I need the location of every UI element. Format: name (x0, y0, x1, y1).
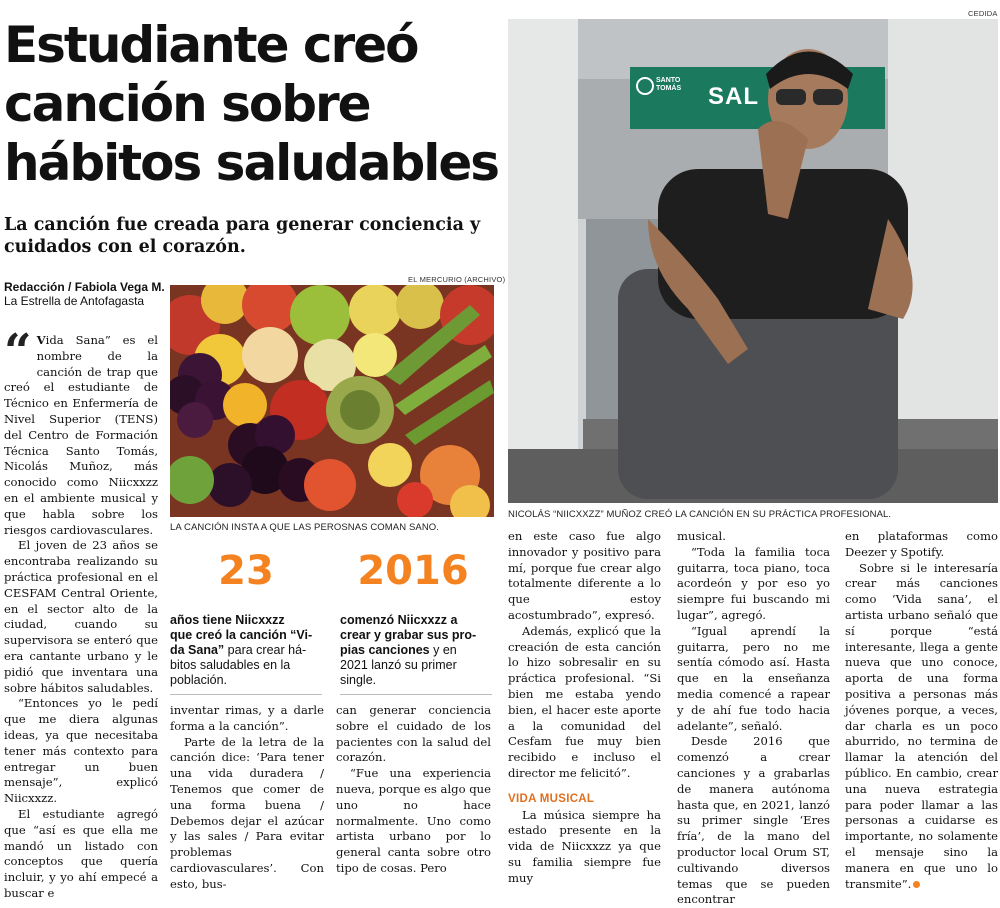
sign-logo-text: SANTO TOMÁS (656, 77, 682, 92)
col5-paragraph-4: Desde 2016 que comenzó a crear canciones y a grabarlas de manera autónoma hasta que, en 2021, lanzó su primer single ‘Eres fría’, de la mano del productor local Orum ST, cultivando diversos temas que se pueden encontrar (677, 734, 830, 907)
sign-logo-icon (636, 77, 654, 95)
col1-paragraph-4: El estudiante agregó que “así es que ella me mandó un listado con conceptos que quería incluir, y yo ahí empecé a buscar e (4, 806, 158, 900)
col3-paragraph-1: can generar conciencia sobre el cuidado de los pacientes con la salud del corazón. (336, 703, 491, 765)
stat-number-2016: 2016 (357, 548, 469, 594)
headline-line-3: hábitos saludables (4, 134, 499, 192)
headline-line-2: canción sobre (4, 75, 370, 133)
stat-23-rest-1: para (224, 643, 253, 657)
col4-paragraph-3: La música siempre ha estado presente en la vida de Niicxxzz ya que su familia siempre fue muy (508, 807, 661, 885)
byline-author: Redacción / Fabiola Vega M. (4, 280, 165, 294)
end-of-article-icon (913, 881, 920, 888)
stat-23-rest-3: bitos saludables en la (170, 658, 291, 672)
article-column-4 (508, 529, 661, 887)
col5-paragraph-3: “Igual aprendí la guitarra, pero no me sentía cómodo así. Hasta que en la enseñanza media comencé a rapear y de ahí fue todo hacia adelante”, señaló. (677, 623, 830, 733)
stat-23-rest-4: población. (170, 673, 227, 687)
col3-paragraph-2: “Fue una experiencia nueva, porque es algo que uno no hace normalmente. Uno como artista urbano por lo general canta sobre otro tipo de cosas. Pero (336, 766, 491, 875)
stat-23-bold-1: años tiene Niicxxzz (170, 613, 285, 627)
fruit-photo-credit: EL MERCURIO (ARCHIVO) (408, 275, 506, 284)
col6-paragraph-2: Sobre si le interesaría crear más canciones como ‘Vida sana’, el artista urbano señaló que sí porque “está interesante, llega a gente nueva que uno conoce, aporta de una forma positiva a personas más jóvenes porque, a veces, dar charla es un poco aburrido, no termina de llamar la atención del público. En cambio, crear una nueva estrategia para poder llamar a las personas a cuidarse es importante, no solamente el mensaje sino la manera en que uno lo transmite”. (845, 560, 998, 891)
portrait-photo-caption: NICOLÁS “NIICXXZZ” MUÑOZ CREÓ LA CANCIÓN EN SU PRÁCTICA PROFESIONAL. (508, 509, 892, 520)
stat-23-bold-2: que creó la canción “Vi- (170, 628, 313, 642)
col1-paragraph-1: ida Sana” es el nombre de la canción de trap que creó el estudiante de Técnico en Enfermería de Nivel Superior (TENS) del Centro de Formación Técnica Santo Tomás, Nicolás Muñoz, más conocido como Niicxxzz en el ambiente musical y que habla sobre los riesgos cardiovasculares. (4, 333, 158, 537)
col1-paragraph-2: El joven de 23 años se encontraba realizando su práctica profesional en el CESFAM Central Oriente, en el sector alto de la ciudad, cuando su supervisora se enteró que era cantante urbano y le pidió que inventara una sobre hábitos saludables. (4, 538, 158, 695)
stat-2016-rest-3: single. (340, 673, 377, 687)
sign-text: SAL (708, 83, 759, 110)
stat-divider-2 (340, 694, 492, 695)
col5-paragraph-2: “Toda la familia toca guitarra, toca piano, toca acordeón y por eso yo siempre fui buscando mi lugar”, agregó. (677, 544, 830, 622)
headline-line-1: Estudiante creó (4, 16, 418, 74)
fruit-illustration (170, 285, 494, 517)
portrait-photo-credit: CEDIDA (968, 9, 998, 18)
stat-2016-bold-3: pias canciones (340, 643, 430, 657)
stat-2016-bold-2: crear y grabar sus pro- (340, 628, 477, 642)
article-column-5 (677, 529, 830, 908)
stat-divider-1 (170, 694, 322, 695)
lead-initial: V (36, 333, 46, 347)
stat-text-2016 (340, 613, 492, 688)
stat-2016-bold-1: comenzó Niicxxzz a (340, 613, 458, 627)
article-column-3 (336, 703, 491, 877)
col6-paragraph-1: en plataformas como Deezer y Spotify. (845, 529, 998, 559)
stat-2016-rest-1: y en (429, 643, 457, 657)
col4-paragraph-1: en este caso fue algo innovador y positivo para mí, porque fue crear algo totalmente diferente a lo que estoy acostumbrado”, expresó. (508, 529, 661, 622)
col4-paragraph-2: Además, explicó que la creación de esta canción lo hizo sobresalir en su práctica profesional. “Si bien me estaba yendo bien, el hacer este aporte a la comunidad del Cesfam fue muy bien recibido e incluso el director me felicitó”. (508, 623, 661, 780)
article-column-6 (845, 529, 998, 892)
col2-paragraph-1: inventar rimas, y a darle forma a la canción”. (170, 703, 324, 733)
fruit-photo-caption: LA CANCIÓN INSTA A QUE LAS PEROSNAS COMAN SANO. (170, 522, 440, 533)
stat-number-23: 23 (218, 548, 274, 594)
headline (4, 16, 499, 193)
stat-2016-rest-2: 2021 lanzó su primer (340, 658, 457, 672)
stat-23-bold-3: da Sana” (170, 643, 225, 657)
byline-outlet: La Estrella de Antofagasta (4, 294, 145, 308)
byline (4, 280, 170, 308)
portrait-photo (508, 19, 998, 503)
col2-paragraph-2: Parte de la letra de la canción dice: ‘Para tener una vida duradera / Tenemos que comer de una forma buena / Debemos dejar el azúcar y las sales / Para evitar problemas cardiovasculares’. Con esto, bus- (170, 734, 324, 891)
col5-paragraph-1: musical. (677, 529, 726, 543)
col1-paragraph-3: “Entonces yo le pedí que me diera algunas ideas, ya que necesitaba tener más contexto para entregar un buen mensaje”, explicó Niicxxzz. (4, 696, 158, 806)
article-column-1 (4, 324, 158, 902)
stat-text-23 (170, 613, 322, 688)
opening-quote-mark: “ (4, 324, 32, 380)
deck-subtitle: La canción fue creada para generar conciencia y cuidados con el corazón. (4, 215, 481, 257)
stat-23-rest-2: crear há- (256, 643, 307, 657)
article-column-2 (170, 703, 324, 893)
fruit-photo (170, 285, 494, 517)
section-subhead-vida-musical: VIDA MUSICAL (508, 792, 595, 805)
